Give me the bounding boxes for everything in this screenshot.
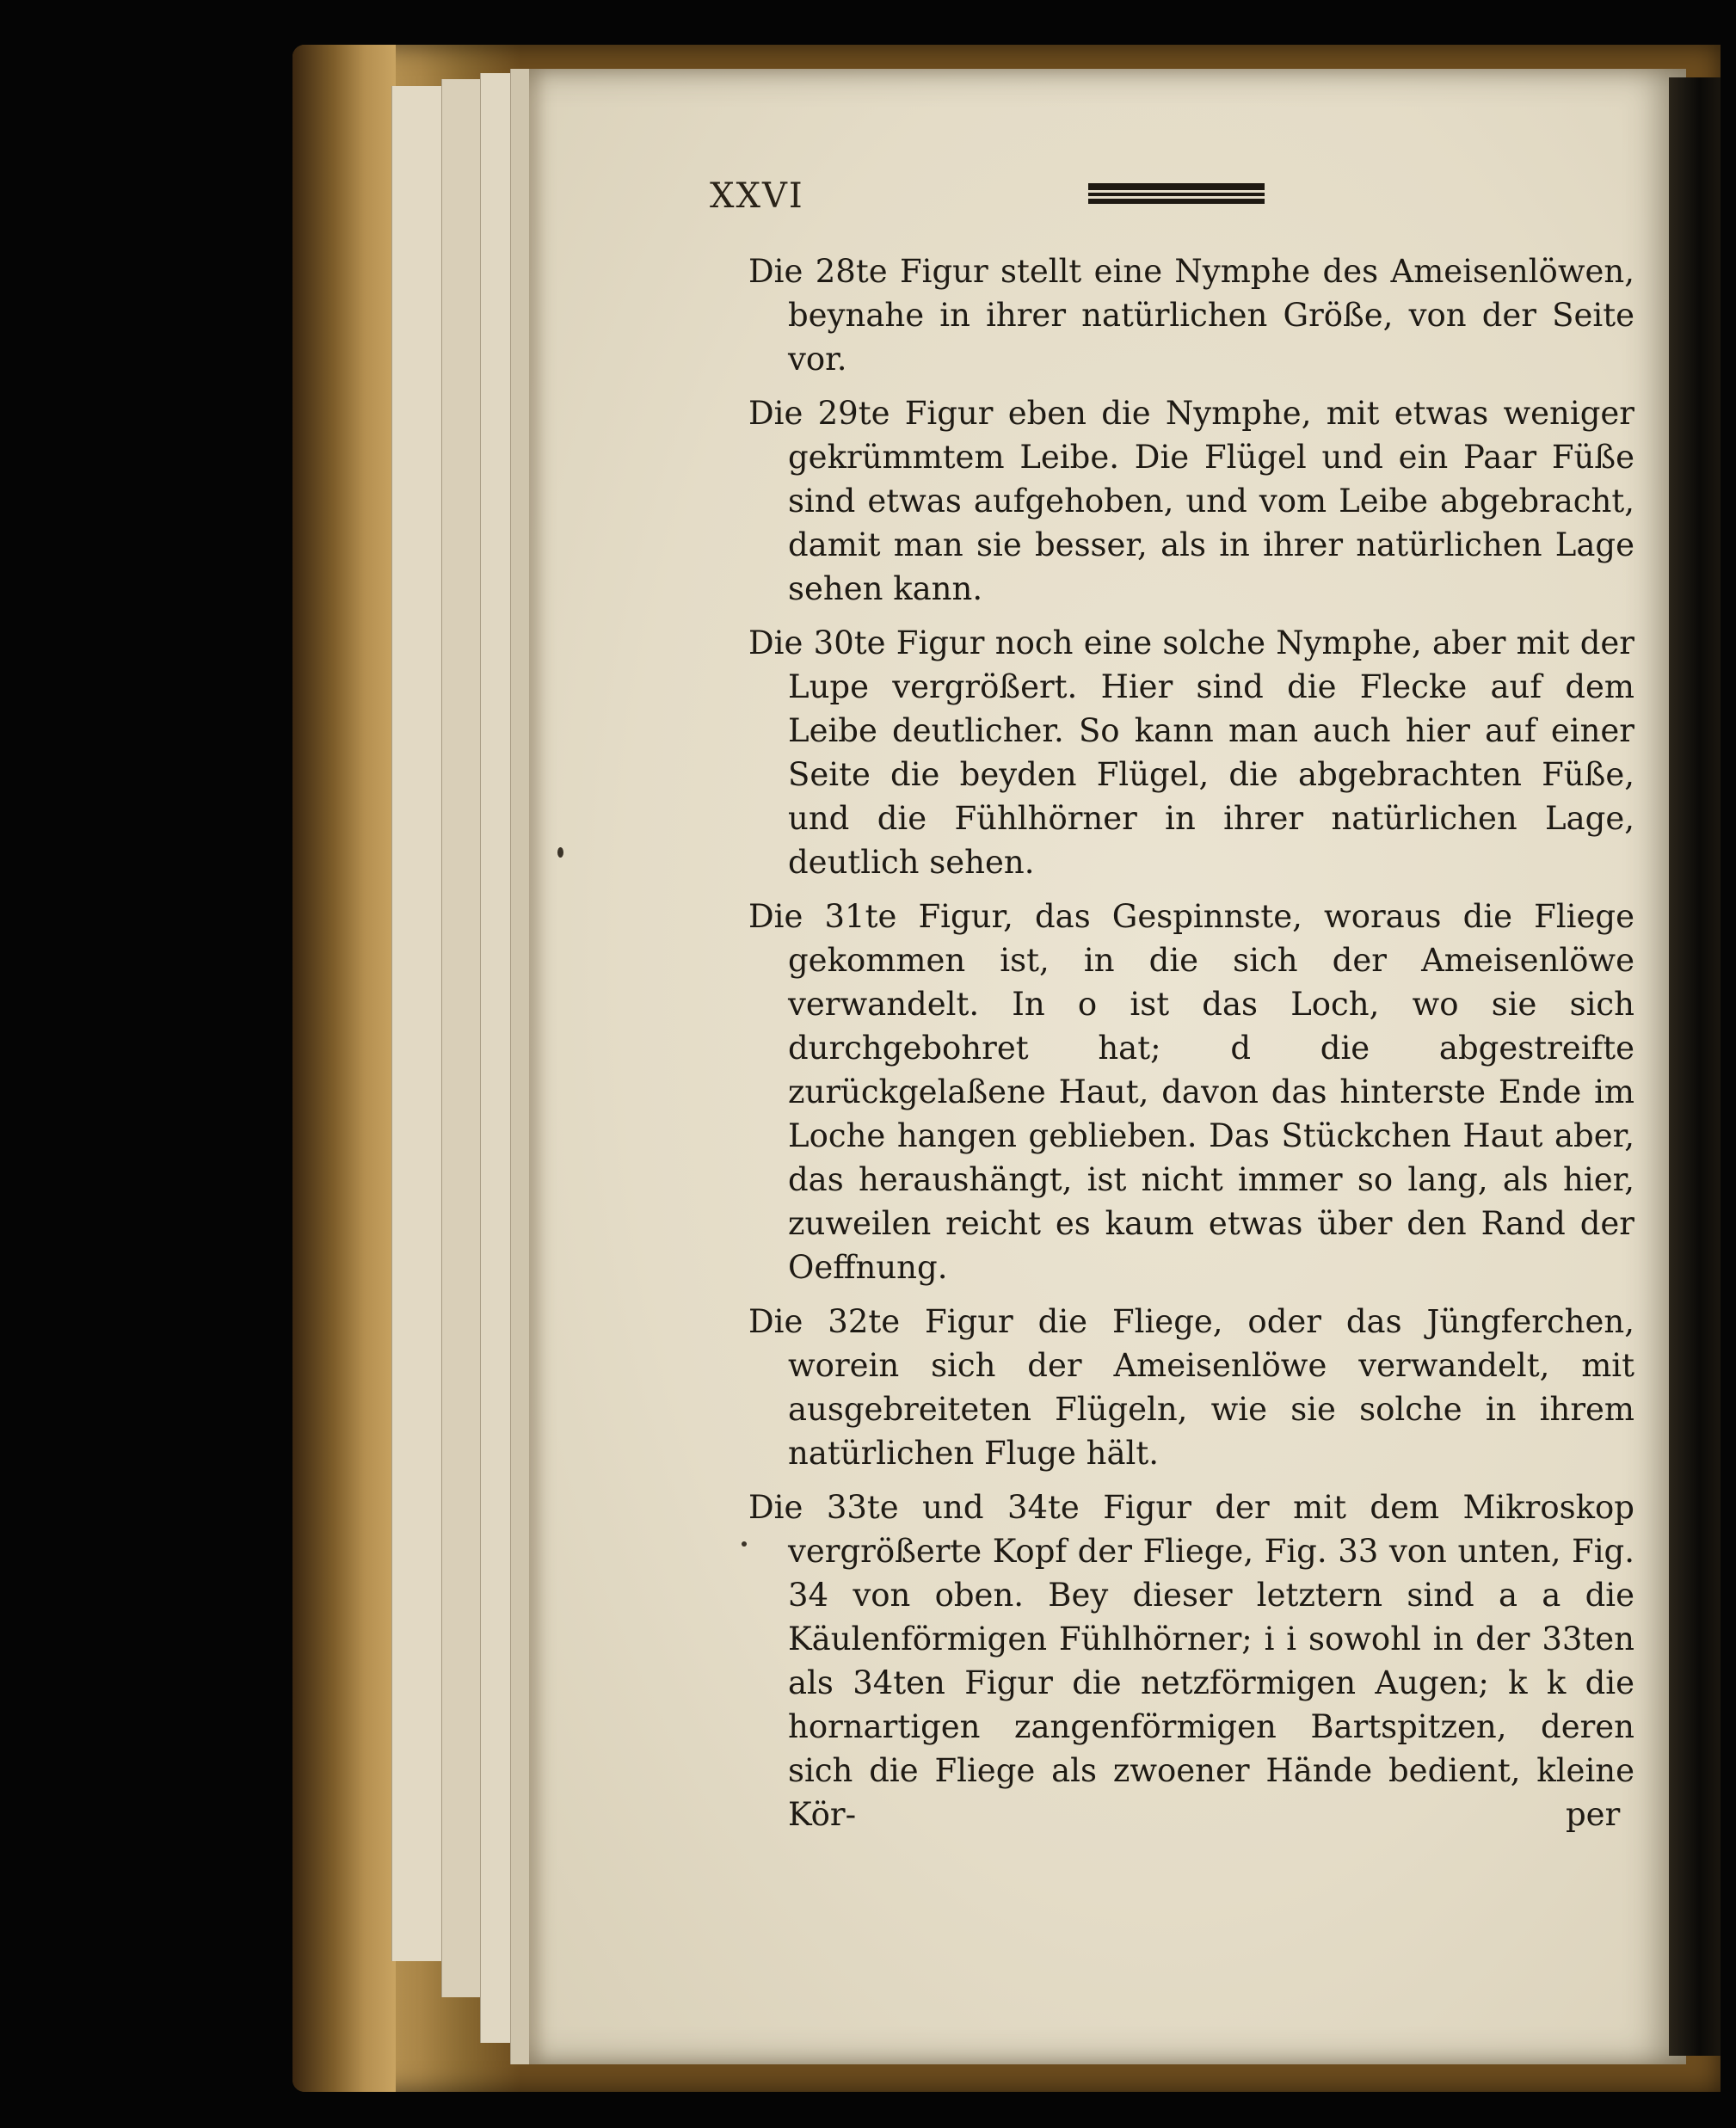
page-body-text — [748, 249, 1634, 1847]
header-rule — [1088, 183, 1265, 206]
paragraph-fig-31: Die 31te Figur, das Gespinnste, woraus die Fliege gekommen ist, in die sich der Ameisenlöwe verwandelt. In o ist das Loch, wo sie sich durchgebohret hat; d die abgestreifte zurückgelaßene Haut, davon das hinterste Ende im Loche hangen geblieben. Das Stückchen Haut aber, das heraushängt, ist nicht immer so lang, als hier, zuweilen reicht es kaum etwas über den Rand der Oeffnung. — [748, 898, 1634, 1286]
book-spine — [292, 45, 396, 2092]
page-edge — [441, 79, 482, 1997]
catchword: per — [1566, 1796, 1621, 1833]
paragraph-fig-28: Die 28te Figur stellt eine Nymphe des Ameisenlöwen, beynahe in ihrer natürlichen Größe, von der Seite vor. — [748, 253, 1634, 378]
page-edge — [510, 69, 531, 2064]
page-number-header: XXVI — [710, 176, 804, 216]
paper-speck — [742, 1541, 747, 1547]
paper-speck — [557, 847, 563, 858]
paragraph-fig-30: Die 30te Figur noch eine solche Nymphe, aber mit der Lupe vergrößert. Hier sind die Flecke auf dem Leibe deutlicher. So kann man auch hier auf einer Seite die beyden Flügel, die abgebrachten Füße, und die Fühlhörner in ihrer natürlichen Lage, deutlich sehen. — [748, 624, 1634, 881]
book-gutter — [1669, 77, 1721, 2056]
page-edge — [480, 73, 512, 2043]
page-edge — [391, 86, 443, 1961]
paragraph-fig-32: Die 32te Figur die Fliege, oder das Jüngferchen, worein sich der Ameisenlöwe verwandelt, mit ausgebreiteten Flügeln, wie sie solche in ihrem natürlichen Fluge hält. — [748, 1303, 1634, 1472]
paragraph-fig-29: Die 29te Figur eben die Nymphe, mit etwas weniger gekrümmtem Leibe. Die Flügel und ein Paar Füße sind etwas aufgehoben, und vom Leibe abgebracht, damit man sie besser, als in ihrer natürlichen Lage sehen kann. — [748, 395, 1634, 607]
paragraph-fig-33-34: Die 33te und 34te Figur der mit dem Mikroskop vergrößerte Kopf der Fliege, Fig. 33 von unten, Fig. 34 von oben. Bey dieser letztern sind a a die Käulenförmigen Fühlhörner; i i sowohl in der 33ten als 34ten Figur die netzförmigen Augen; k k die hornartigen zangenförmigen Bartspitzen, deren sich die Fliege als zwoener Hände bedient, kleine Kör- — [748, 1489, 1634, 1833]
